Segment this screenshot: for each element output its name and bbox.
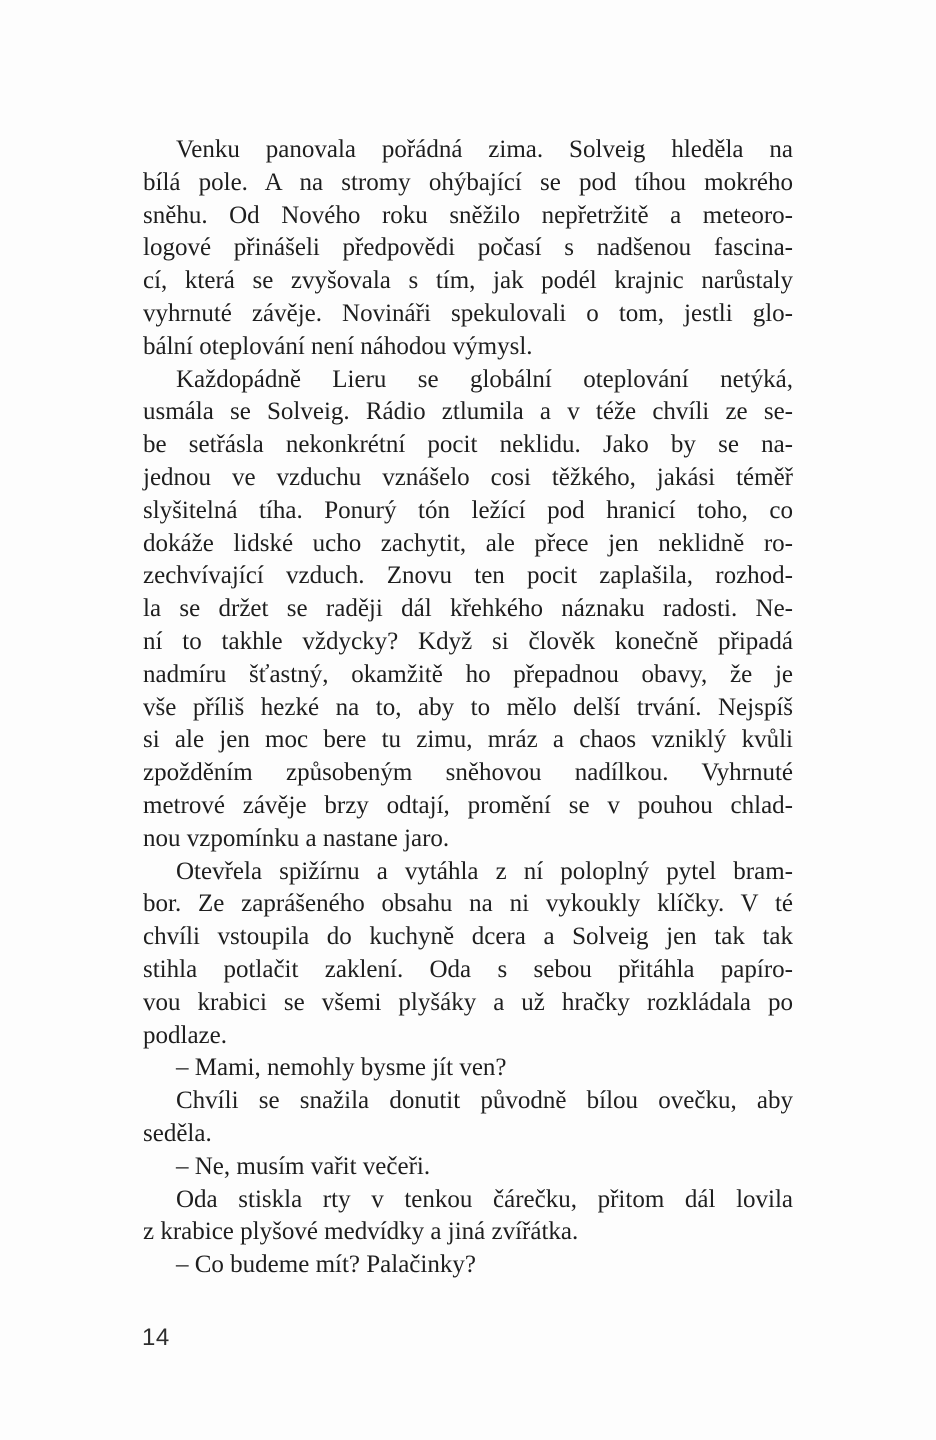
text-line: Venku panovala pořádná zima. Solveig hleděla na xyxy=(176,136,793,163)
paragraph xyxy=(143,1052,793,1085)
paragraph xyxy=(143,1184,793,1250)
text-line: – Mami, nemohly bysme jít ven? xyxy=(176,1054,507,1082)
text-line: la se držet se raději dál křehkého náznaku radosti. Ne- xyxy=(143,595,793,623)
text-line: slyšitelná tíha. Ponurý tón ležící pod hranicí toho, co xyxy=(143,496,793,524)
text-line: – Ne, musím vařit večeři. xyxy=(176,1152,431,1180)
page-number: 14 xyxy=(142,1324,170,1351)
paragraph xyxy=(143,856,793,1053)
text-line: zpožděním způsobeným sněhovou nadílkou. Vyhrnuté xyxy=(143,759,793,787)
text-line: ní to takhle vždycky? Když si člověk konečně připadá xyxy=(143,627,793,655)
text-line: Oda stiskla rty v tenkou čárečku, přitom dál lovila xyxy=(176,1185,793,1213)
text-line: podlaze. xyxy=(143,1021,227,1049)
paragraph xyxy=(143,1085,793,1151)
text-line: zechvívající vzduch. Znovu ten pocit zaplašila, rozhod- xyxy=(143,562,793,590)
paragraph xyxy=(143,134,793,364)
text-line: vou krabici se všemi plyšáky a už hračky rozkládala po xyxy=(143,988,793,1016)
text-line: cí, která se zvyšovala s tím, jak podél krajnic narůstaly xyxy=(143,267,793,295)
text-line: z krabice plyšové medvídky a jiná zvířátka. xyxy=(143,1218,579,1246)
text-line: si ale jen moc bere tu zimu, mráz a chaos vzniklý kvůli xyxy=(143,726,793,754)
text-line: dokáže lidské ucho zachytit, ale přece jen neklidně ro- xyxy=(143,529,793,557)
text-line: vše příliš hezké na to, aby to mělo delší trvání. Nejspíš xyxy=(143,693,793,721)
text-line: bální oteplování není náhodou výmysl. xyxy=(143,332,533,360)
text-line: – Co budeme mít? Palačinky? xyxy=(176,1251,476,1279)
text-line: logové přinášeli předpovědi počasí s nadšenou fascina- xyxy=(143,234,793,262)
text-line: bor. Ze zaprášeného obsahu na ni vykoukly klíčky. V té xyxy=(143,890,793,918)
text-line: seděla. xyxy=(143,1119,212,1147)
paragraph xyxy=(143,1249,793,1282)
text-line: chvíli vstoupila do kuchyně dcera a Solveig jen tak tak xyxy=(143,923,793,951)
text-line: vyhrnuté závěje. Novináři spekulovali o tom, jestli glo- xyxy=(143,299,793,327)
text-line: jednou ve vzduchu vznášelo cosi těžkého, jakási téměř xyxy=(143,463,793,491)
text-line: nadmíru šťastný, okamžitě ho přepadnou obavy, že je xyxy=(143,660,793,688)
text-line: sněhu. Od Nového roku sněžilo nepřetržitě a meteoro- xyxy=(143,201,793,229)
text-line: Chvíli se snažila donutit původně bílou ovečku, aby xyxy=(176,1087,793,1115)
text-line: stihla potlačit zaklení. Oda s sebou přitáhla papíro- xyxy=(143,955,793,983)
text-line: be setřásla nekonkrétní pocit neklidu. Jako by se na- xyxy=(143,431,793,459)
text-line: Každopádně Lieru se globální oteplování netýká, xyxy=(176,365,793,393)
paragraph xyxy=(143,364,793,856)
text-line: metrové závěje brzy odtají, promění se v pouhou chlad- xyxy=(143,791,793,819)
text-line: usmála se Solveig. Rádio ztlumila a v téže chvíli ze se- xyxy=(143,398,793,426)
paragraph xyxy=(143,1151,793,1184)
text-line: nou vzpomínku a nastane jaro. xyxy=(143,824,450,852)
text-line: Otevřela spižírnu a vytáhla z ní poloplný pytel bram- xyxy=(176,857,793,885)
body-text xyxy=(143,134,793,1282)
text-line: bílá pole. A na stromy ohýbající se pod tíhou mokrého xyxy=(143,168,793,196)
